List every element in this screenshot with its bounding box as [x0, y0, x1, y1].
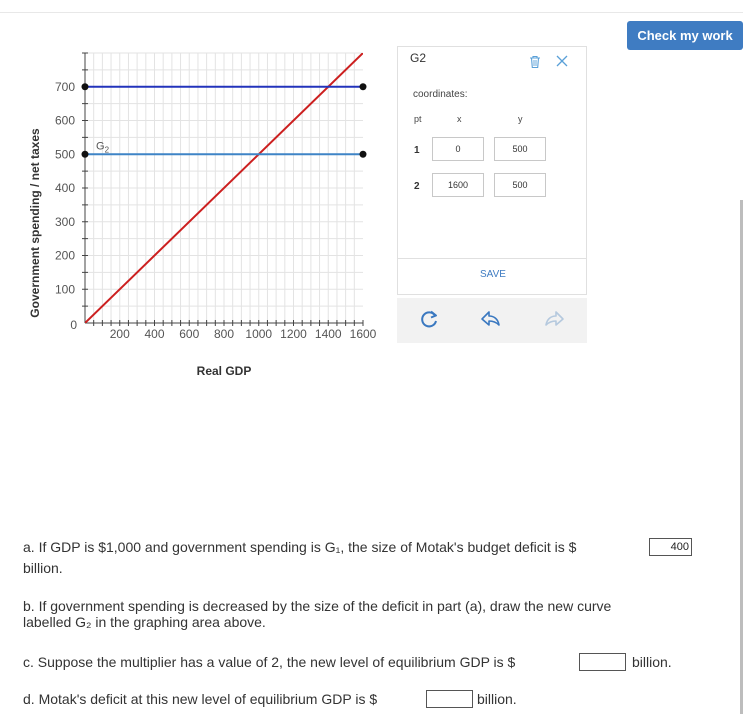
- x-axis-label: Real GDP: [196, 364, 252, 378]
- graph-toolbar: [397, 298, 587, 343]
- x-tick-label: 200: [109, 327, 130, 341]
- question-a: [23, 537, 576, 557]
- point-1-x-input[interactable]: 0: [432, 137, 484, 161]
- series-g2-point[interactable]: [82, 151, 89, 158]
- y-tick-label: 700: [54, 79, 75, 94]
- point-2-x-input[interactable]: 1600: [432, 173, 484, 197]
- series-g2-label: $G_2$: [96, 140, 110, 155]
- x-tick-labels: [110, 327, 377, 341]
- x-tick-label: 600: [179, 327, 200, 341]
- question-b-line2: labelled G₂ in the graphing area above.: [23, 614, 266, 630]
- x-tick-label: 1200: [280, 327, 307, 341]
- x-tick-label: 1400: [314, 327, 342, 341]
- answer-d-input[interactable]: [426, 690, 473, 708]
- point-1-y-input[interactable]: 500: [494, 137, 546, 161]
- top-divider: [0, 12, 743, 13]
- point-2-y-input[interactable]: 500: [494, 173, 546, 197]
- x-tick-label: 1600: [349, 327, 377, 341]
- graph-area[interactable]: [0, 40, 395, 385]
- close-icon[interactable]: [556, 55, 568, 67]
- col-header-y: y: [518, 114, 523, 124]
- trash-icon[interactable]: [528, 55, 542, 69]
- series-labels: [96, 140, 110, 154]
- answer-d-unit: billion.: [477, 691, 517, 707]
- point-2-label: 2: [414, 181, 420, 192]
- y-tick-labels: [55, 80, 75, 297]
- y-tick-label: 400: [54, 181, 75, 195]
- y-tick-label: 200: [54, 248, 75, 263]
- question-a-cont: billion.: [23, 560, 63, 576]
- y-axis-label: Government spending / net taxes: [28, 128, 42, 318]
- answer-a-input[interactable]: [649, 538, 692, 556]
- series-g1-point[interactable]: [82, 83, 89, 90]
- answer-c-unit: billion.: [632, 654, 672, 670]
- question-d: d. Motak's deficit at this new level of equilibrium GDP is $: [23, 691, 378, 707]
- col-header-x: x: [457, 114, 462, 124]
- question-a-text: a. If GDP is $1,000 and government spending is G₁, the size of Motak's budget deficit is $: [23, 539, 577, 555]
- y-tick-label: 600: [54, 113, 75, 128]
- coordinates-label: coordinates:: [413, 89, 468, 100]
- col-header-pt: pt: [414, 114, 422, 124]
- save-button[interactable]: SAVE: [480, 269, 506, 280]
- origin-label: 0: [70, 318, 77, 332]
- point-1-label: 1: [414, 145, 420, 156]
- x-tick-label: 800: [213, 327, 235, 341]
- x-tick-label: 1000: [245, 327, 273, 341]
- x-tick-label: 400: [144, 327, 165, 341]
- y-tick-label: 100: [54, 282, 75, 297]
- y-tick-label: 300: [54, 214, 75, 229]
- series-g1-point[interactable]: [360, 83, 367, 90]
- undo-icon[interactable]: [480, 308, 502, 330]
- curve-editor-panel: [397, 46, 587, 295]
- panel-divider: [398, 258, 586, 259]
- panel-title: G2: [410, 51, 427, 65]
- question-b-line1: b. If government spending is decreased by the size of the deficit in part (a), draw the new curve: [23, 598, 612, 614]
- series-g2-point[interactable]: [360, 151, 367, 158]
- redo-icon[interactable]: [543, 308, 565, 330]
- y-tick-label: 500: [54, 147, 75, 162]
- question-c: c. Suppose the multiplier has a value of 2, the new level of equilibrium GDP is $: [23, 654, 516, 670]
- check-my-work-button[interactable]: Check my work: [627, 21, 743, 50]
- reset-icon[interactable]: [418, 308, 440, 330]
- answer-c-input[interactable]: [579, 653, 626, 671]
